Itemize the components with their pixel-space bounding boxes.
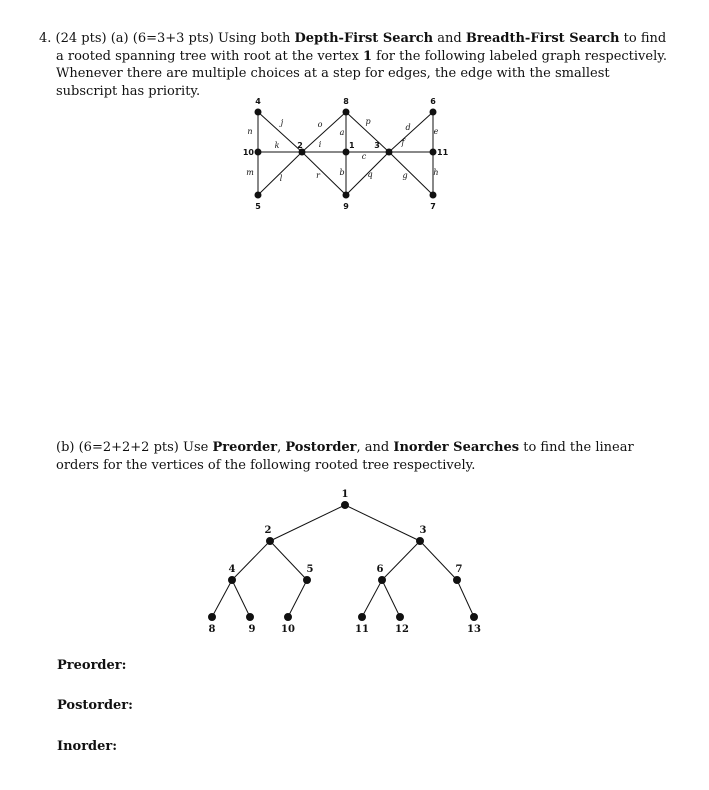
graph-vertex bbox=[343, 109, 349, 115]
graph-vertex-label: 2 bbox=[297, 141, 303, 150]
inorder-term: Inorder Searches bbox=[393, 440, 520, 455]
comma-1: , bbox=[277, 440, 282, 455]
tree-edge bbox=[457, 580, 474, 617]
graph-edge-label: j bbox=[280, 118, 284, 127]
bfs-term: Breadth-First Search bbox=[465, 31, 620, 46]
rooted-tree bbox=[209, 489, 481, 635]
graph-vertex-label: 11 bbox=[437, 148, 449, 157]
tree-node bbox=[342, 502, 349, 509]
tree-node bbox=[229, 577, 236, 584]
tree-node-label: 2 bbox=[264, 525, 272, 536]
tree-node bbox=[304, 577, 311, 584]
tree-edge bbox=[232, 580, 250, 617]
tree-edge bbox=[270, 541, 307, 580]
graph-edge-label: f bbox=[401, 138, 405, 147]
graph-edge-label: g bbox=[402, 171, 408, 180]
tree-node-label: 13 bbox=[467, 624, 481, 635]
tree-edge bbox=[382, 541, 420, 580]
tree-node-label: 9 bbox=[248, 624, 256, 635]
tree-edge bbox=[420, 541, 457, 580]
graph-edge-label: a bbox=[339, 128, 345, 137]
graph-edge-label: d bbox=[405, 123, 411, 132]
graph-edge-label: p bbox=[365, 117, 371, 126]
graph-vertex bbox=[343, 192, 349, 198]
graph-vertex-label: 9 bbox=[343, 202, 349, 211]
part-b-intro: (b) (6=2+2+2 pts) Use bbox=[56, 440, 209, 455]
tree-node bbox=[417, 538, 424, 545]
graph-edge-label: n bbox=[247, 127, 253, 136]
graph-edge-label: i bbox=[318, 140, 322, 149]
tree-node bbox=[247, 614, 254, 621]
graph-edge-g bbox=[389, 152, 433, 195]
graph-vertex-label: 3 bbox=[374, 141, 380, 150]
postorder-label: Postorder: bbox=[57, 698, 133, 713]
graph-vertex-label: 7 bbox=[430, 202, 436, 211]
tree-node bbox=[285, 614, 292, 621]
tree-node bbox=[359, 614, 366, 621]
graph-vertex bbox=[430, 192, 436, 198]
graph-vertex-label: 6 bbox=[430, 97, 436, 106]
graph-vertex-label: 5 bbox=[255, 202, 261, 211]
graph-edge-label: l bbox=[279, 174, 283, 183]
graph-vertex-label: 4 bbox=[255, 97, 261, 106]
graph-edge-d bbox=[389, 112, 433, 152]
tree-edge bbox=[232, 541, 270, 580]
graph-edge-label: q bbox=[367, 170, 373, 179]
graph-vertex bbox=[255, 109, 261, 115]
graph-edge-label: e bbox=[433, 127, 439, 136]
graph-edge-label: b bbox=[339, 168, 345, 177]
tree-node bbox=[209, 614, 216, 621]
graph-vertex-label: 1 bbox=[349, 141, 355, 150]
tree-node bbox=[379, 577, 386, 584]
tree-node-label: 5 bbox=[306, 564, 314, 575]
graph-vertex-label: 8 bbox=[343, 97, 349, 106]
tree-edge bbox=[345, 505, 420, 541]
tree-node bbox=[267, 538, 274, 545]
tree-node-label: 1 bbox=[341, 489, 349, 500]
tree-node-label: 7 bbox=[455, 564, 463, 575]
preorder-term: Preorder bbox=[212, 440, 278, 455]
problem-rest: for the following labeled graph respectively. Whenever there are multiple choices at a step for edges, the edge with the smallest subscript has priority. bbox=[56, 48, 667, 99]
tree-node-label: 10 bbox=[281, 624, 295, 635]
graph-edge-label: r bbox=[316, 171, 320, 180]
graph-edge-label: h bbox=[433, 168, 439, 177]
tree-node-label: 3 bbox=[419, 525, 427, 536]
part-b-statement bbox=[56, 439, 671, 474]
preorder-label: Preorder: bbox=[57, 658, 127, 673]
graph-edge-label: k bbox=[274, 141, 280, 150]
graph-edge-label: m bbox=[246, 168, 254, 177]
graph-vertex bbox=[255, 192, 261, 198]
tree-node bbox=[454, 577, 461, 584]
problem-number: 4. bbox=[39, 31, 52, 46]
tree-edge bbox=[288, 580, 307, 617]
graph-vertex bbox=[430, 149, 436, 155]
problem-intro: (24 pts) (a) (6=3+3 pts) Using both bbox=[55, 31, 291, 46]
graph-edge-label: o bbox=[317, 120, 323, 129]
tree-node-label: 11 bbox=[355, 624, 369, 635]
graph-edge-label: c bbox=[361, 152, 367, 161]
postorder-term: Postorder bbox=[285, 440, 357, 455]
tree-node-label: 4 bbox=[228, 564, 236, 575]
labeled-graph bbox=[243, 97, 449, 211]
tree-node bbox=[397, 614, 404, 621]
tree-edge bbox=[362, 580, 382, 617]
tree-edge bbox=[382, 580, 400, 617]
tree-node-label: 12 bbox=[395, 624, 409, 635]
part-b-rest: to find the linear orders for the vertices of the following rooted tree respectively. bbox=[56, 440, 634, 473]
and-text: and bbox=[437, 31, 462, 46]
tree-node-label: 6 bbox=[376, 564, 384, 575]
graph-vertex bbox=[430, 109, 436, 115]
dfs-term: Depth-First Search bbox=[294, 31, 434, 46]
tree-edge bbox=[270, 505, 345, 541]
tree-edge bbox=[212, 580, 232, 617]
inorder-label: Inorder: bbox=[57, 739, 118, 754]
graph-vertex-label: 10 bbox=[242, 148, 254, 157]
graph-vertex bbox=[386, 149, 392, 155]
tree-node bbox=[471, 614, 478, 621]
graph-vertex bbox=[255, 149, 261, 155]
problem-mid: to find a rooted spanning tree with root at the vertex bbox=[56, 31, 667, 64]
root-vertex: 1 bbox=[362, 48, 373, 64]
tree-node-label: 8 bbox=[208, 624, 216, 635]
and-text-2: , and bbox=[356, 440, 390, 455]
